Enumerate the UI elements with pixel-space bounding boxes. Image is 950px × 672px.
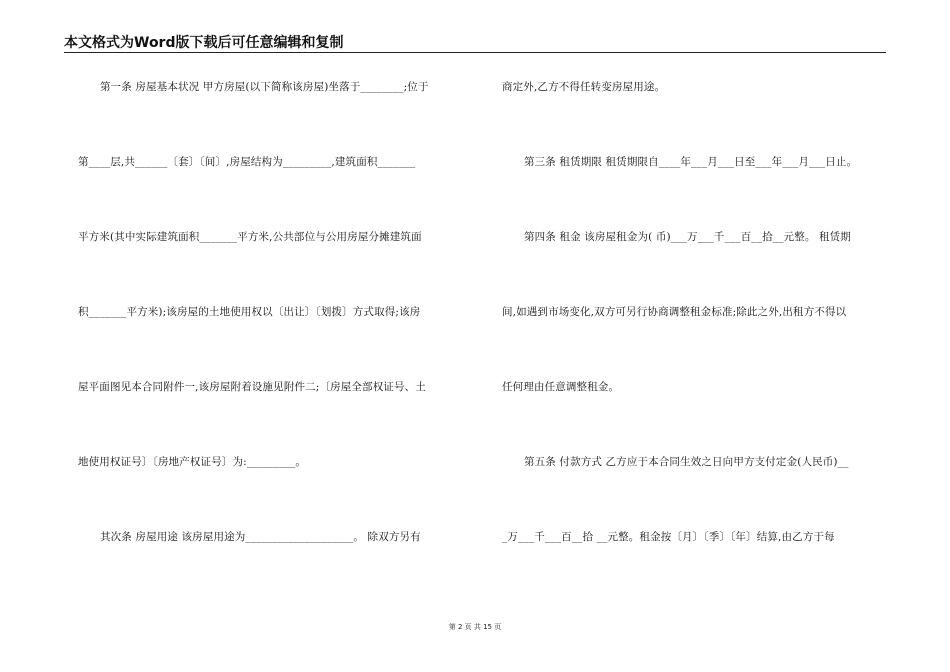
left-line-2: 第____层,共______〔套〕〔间〕,房屋结构为_________,建筑面积_______ — [78, 156, 416, 168]
right-line-6: 第五条 付款方式 乙方应于本合同生效之日向甲方支付定金(人民币)__ — [524, 456, 849, 468]
right-line-2: 第三条 租赁期限 租赁期限自____年___月___日至___年___月___日止。 — [524, 156, 858, 168]
right-line-1: 商定外,乙方不得任转变房屋用途。 — [502, 81, 666, 93]
document-header-title: 本文格式为Word版下载后可任意编辑和复制 — [64, 35, 344, 51]
right-line-3: 第四条 租金 该房屋租金为( 币)___万___千___百__拾__元整。 租赁期 — [524, 231, 851, 243]
left-line-4: 积_______平方米);该房屋的土地使用权以〔出让〕〔划拨〕方式取得;该房 — [78, 306, 421, 318]
left-line-3: 平方米(其中实际建筑面积_______平方米,公共部位与公用房屋分摊建筑面 — [78, 231, 422, 243]
left-line-6: 地使用权证号〕〔房地产权证号〕为:_________。 — [78, 456, 307, 468]
page-number: 第 2 页 共 15 页 — [448, 623, 502, 631]
right-line-7: _万___千___百__拾 __元整。租金按〔月〕〔季〕〔年〕结算,由乙方于每 — [502, 531, 835, 543]
left-line-7: 其次条 房屋用途 该房屋用途为____________________。 除双方另有 — [100, 531, 421, 543]
left-line-1: 第一条 房屋基本状况 甲方房屋(以下简称该房屋)坐落于________;位于 — [100, 81, 429, 93]
left-line-5: 屋平面图见本合同附件一,该房屋附着设施见附件二;〔房屋全部权证号、土 — [78, 381, 426, 393]
right-line-4: 间,如遇到市场变化,双方可另行协商调整租金标准;除此之外,出租方不得以 — [502, 306, 847, 318]
header-divider — [64, 52, 886, 53]
right-line-5: 任何理由任意调整租金。 — [502, 381, 620, 393]
